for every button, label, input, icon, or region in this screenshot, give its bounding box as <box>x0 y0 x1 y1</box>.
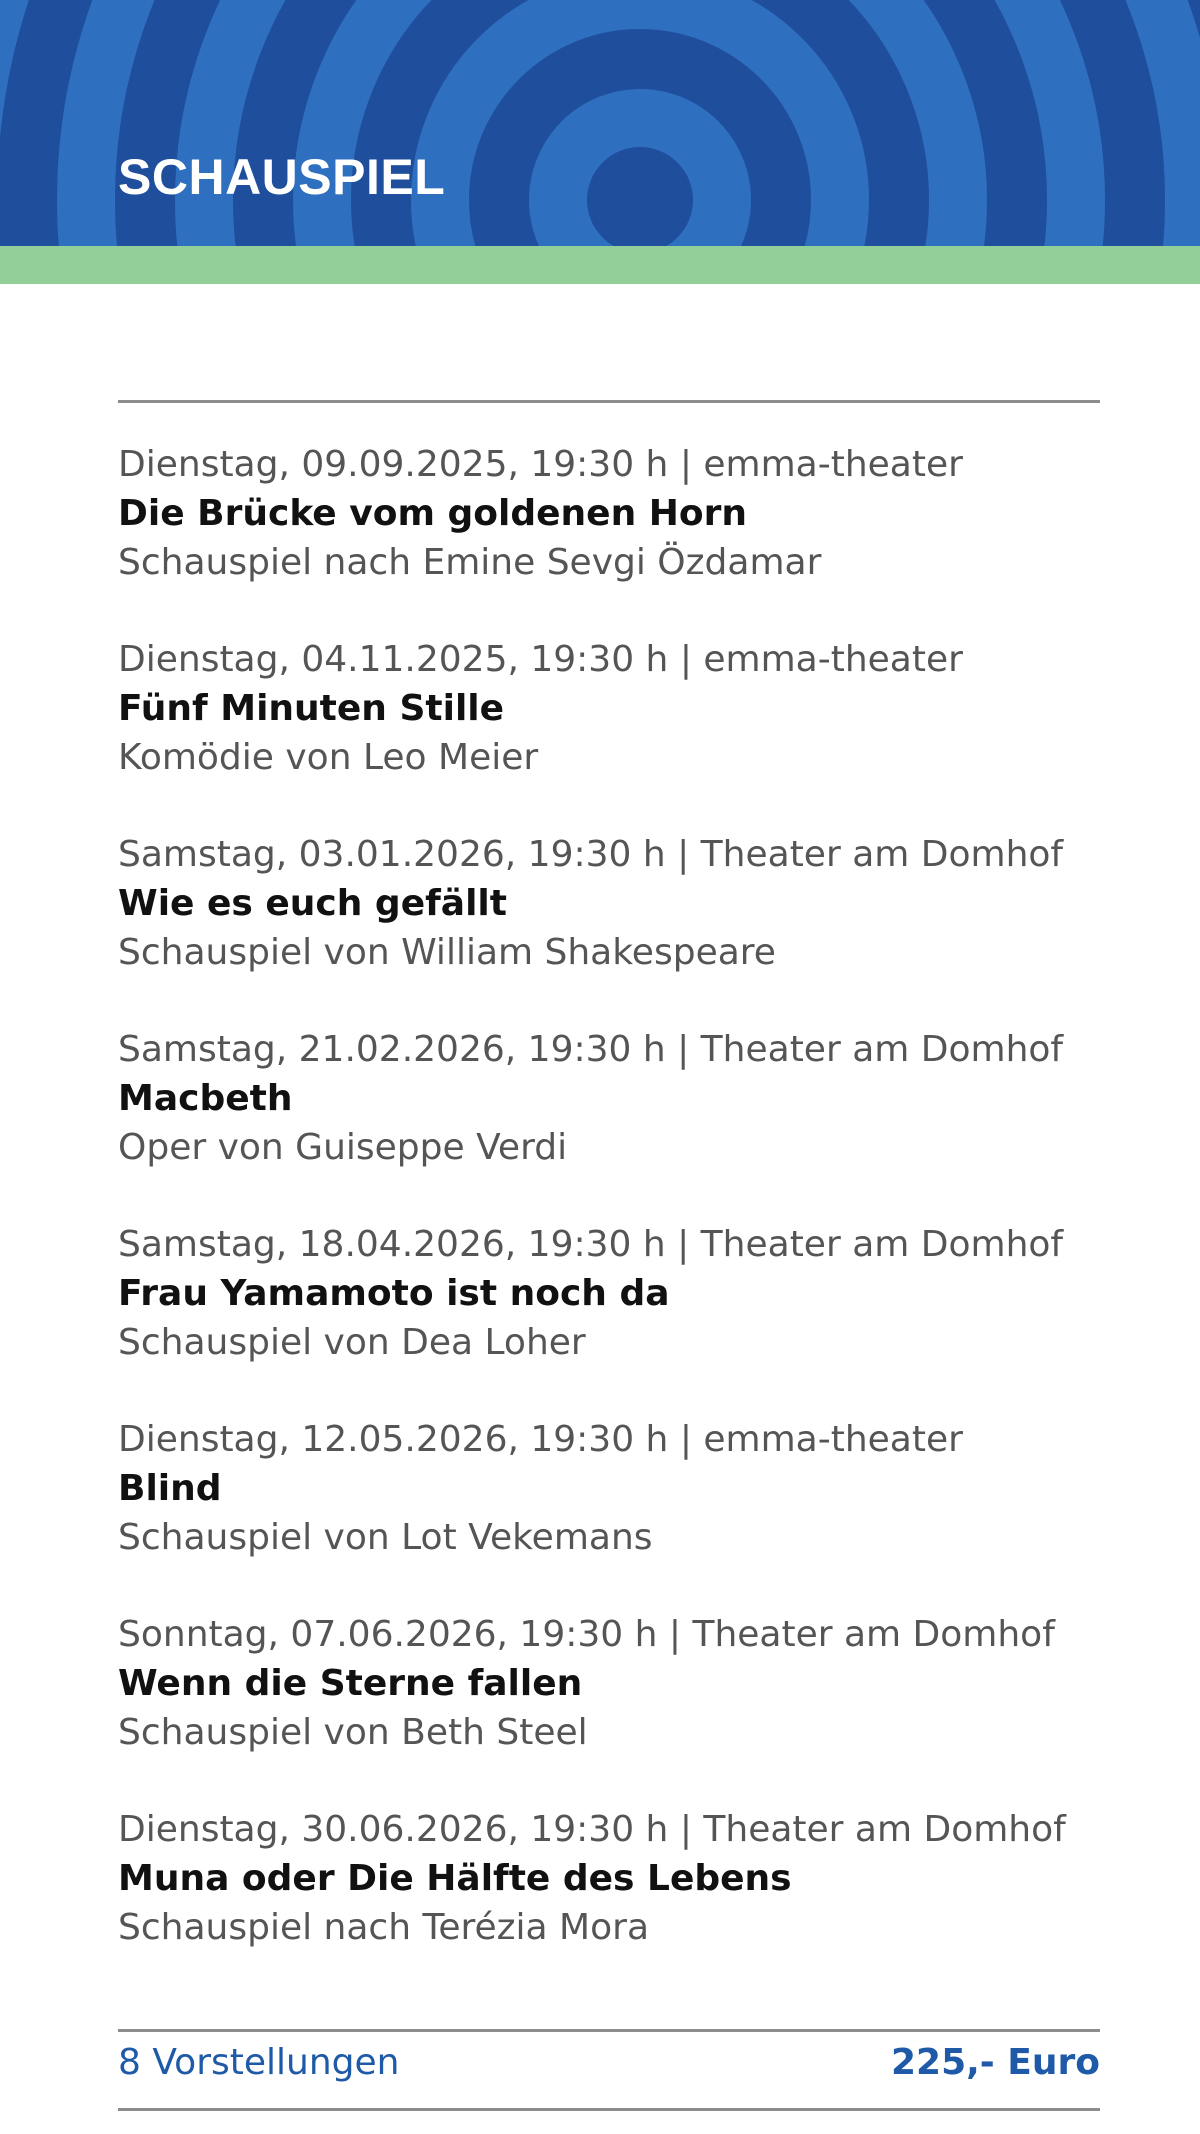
event-date-venue: Samstag, 03.01.2026, 19:30 h | Theater am Domhof <box>118 834 1064 875</box>
event-date-venue: Samstag, 18.04.2026, 19:30 h | Theater am Domhof <box>118 1224 1064 1265</box>
event-description: Schauspiel nach Emine Sevgi Özdamar <box>118 542 822 583</box>
accent-band <box>0 246 1200 284</box>
performance-count: 8 Vorstellungen <box>118 2042 400 2083</box>
event-description: Schauspiel von Beth Steel <box>118 1712 588 1753</box>
event-item <box>118 440 1100 635</box>
event-title: Wenn die Sterne fallen <box>118 1663 583 1704</box>
event-title: Die Brücke vom goldenen Horn <box>118 493 747 534</box>
event-date-venue: Dienstag, 04.11.2025, 19:30 h | emma-theater <box>118 639 963 680</box>
page-title: SCHAUSPIEL <box>118 149 446 205</box>
event-description: Schauspiel nach Terézia Mora <box>118 1907 649 1948</box>
event-description: Komödie von Leo Meier <box>118 737 539 778</box>
event-title: Fünf Minuten Stille <box>118 688 505 729</box>
event-item <box>118 635 1100 830</box>
event-title: Macbeth <box>118 1078 293 1119</box>
event-date-venue: Dienstag, 09.09.2025, 19:30 h | emma-theater <box>118 444 963 485</box>
event-item <box>118 1610 1100 1805</box>
event-description: Oper von Guiseppe Verdi <box>118 1127 568 1168</box>
event-item <box>118 1415 1100 1610</box>
event-date-venue: Dienstag, 12.05.2026, 19:30 h | emma-theater <box>118 1419 963 1460</box>
event-item <box>118 1025 1100 1220</box>
subscription-price: 225,- Euro <box>890 2042 1100 2083</box>
event-title: Wie es euch gefällt <box>118 883 507 924</box>
event-item <box>118 1220 1100 1415</box>
event-description: Schauspiel von Dea Loher <box>118 1322 586 1363</box>
event-item <box>118 1805 1100 2000</box>
event-title: Muna oder Die Hälfte des Lebens <box>118 1858 792 1899</box>
event-list <box>118 440 1100 2000</box>
event-item <box>118 830 1100 1025</box>
event-description: Schauspiel von Lot Vekemans <box>118 1517 653 1558</box>
event-title: Blind <box>118 1468 222 1509</box>
top-divider <box>118 400 1100 403</box>
header-banner <box>0 0 1200 246</box>
event-date-venue: Sonntag, 07.06.2026, 19:30 h | Theater am Domhof <box>118 1614 1055 1655</box>
event-description: Schauspiel von William Shakespeare <box>118 932 776 973</box>
event-date-venue: Dienstag, 30.06.2026, 19:30 h | Theater am Domhof <box>118 1809 1066 1850</box>
footer-bottom-divider <box>118 2108 1100 2111</box>
concentric-rings-graphic <box>0 0 1200 246</box>
event-date-venue: Samstag, 21.02.2026, 19:30 h | Theater am Domhof <box>118 1029 1064 1070</box>
event-title: Frau Yamamoto ist noch da <box>118 1273 670 1314</box>
footer-top-divider <box>118 2029 1100 2032</box>
